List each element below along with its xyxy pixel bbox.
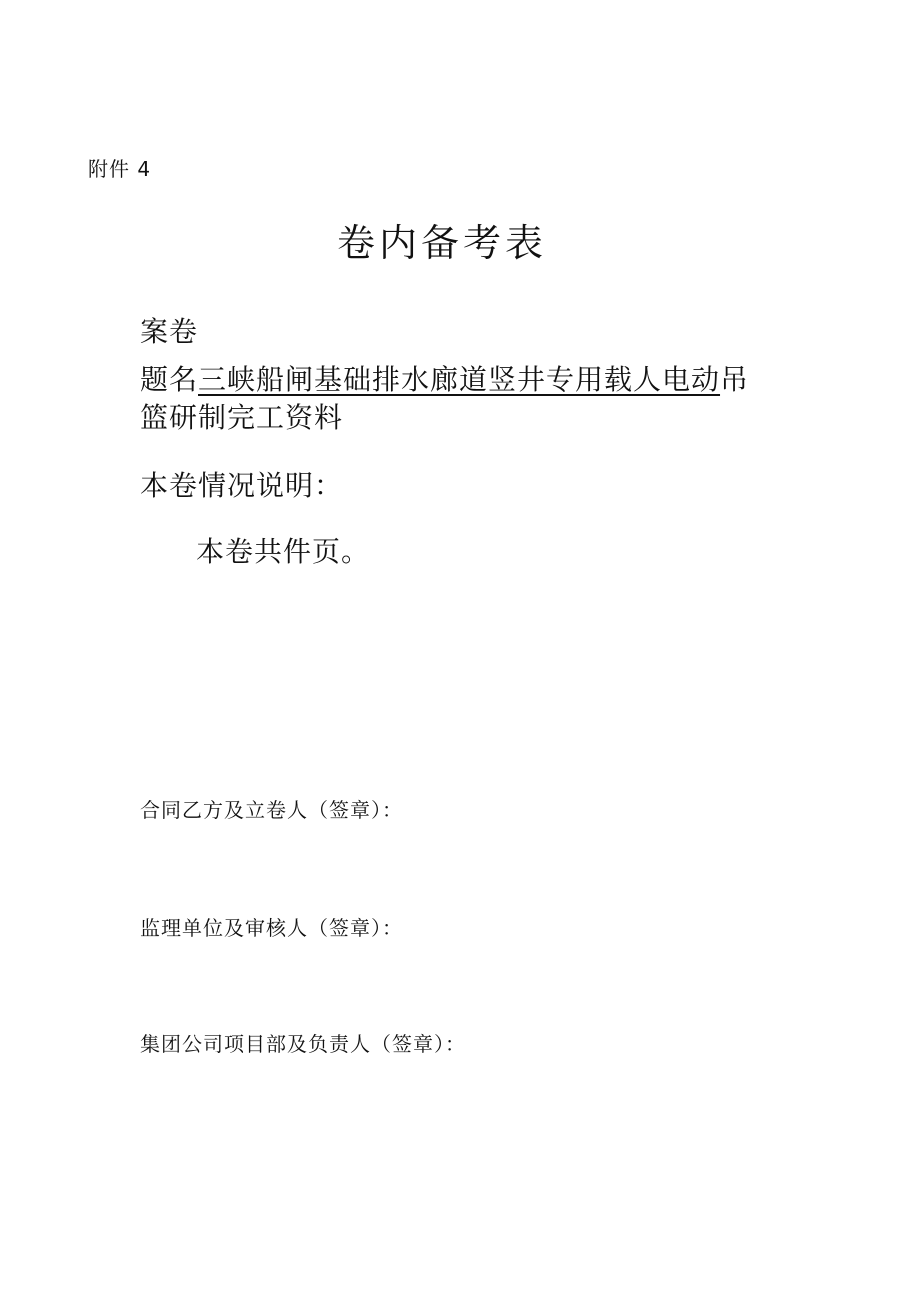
signature-contractor: 合同乙方及立卷人（签章）： <box>140 798 403 822</box>
signature-group-project: 集团公司项目部及负责人（签章）： <box>140 1032 466 1056</box>
volume-notes-label: 本卷情况说明： <box>140 469 344 502</box>
title-field-value: 三峡船闸基础排水廊道竖井专用载人电动 <box>198 363 721 396</box>
page-count-text: 本卷共件页。 <box>196 535 371 568</box>
title-field-trailing: 吊 <box>720 363 750 396</box>
title-field <box>140 358 749 398</box>
page-title: 卷内备考表 <box>336 221 547 265</box>
attachment-label: 附件 4 <box>88 157 152 181</box>
title-field-continued: 篮研制完工资料 <box>140 401 344 434</box>
case-label: 案卷 <box>140 315 199 348</box>
signature-supervisor: 监理单位及审核人（签章）： <box>140 916 403 940</box>
title-field-label: 题名 <box>140 363 199 396</box>
